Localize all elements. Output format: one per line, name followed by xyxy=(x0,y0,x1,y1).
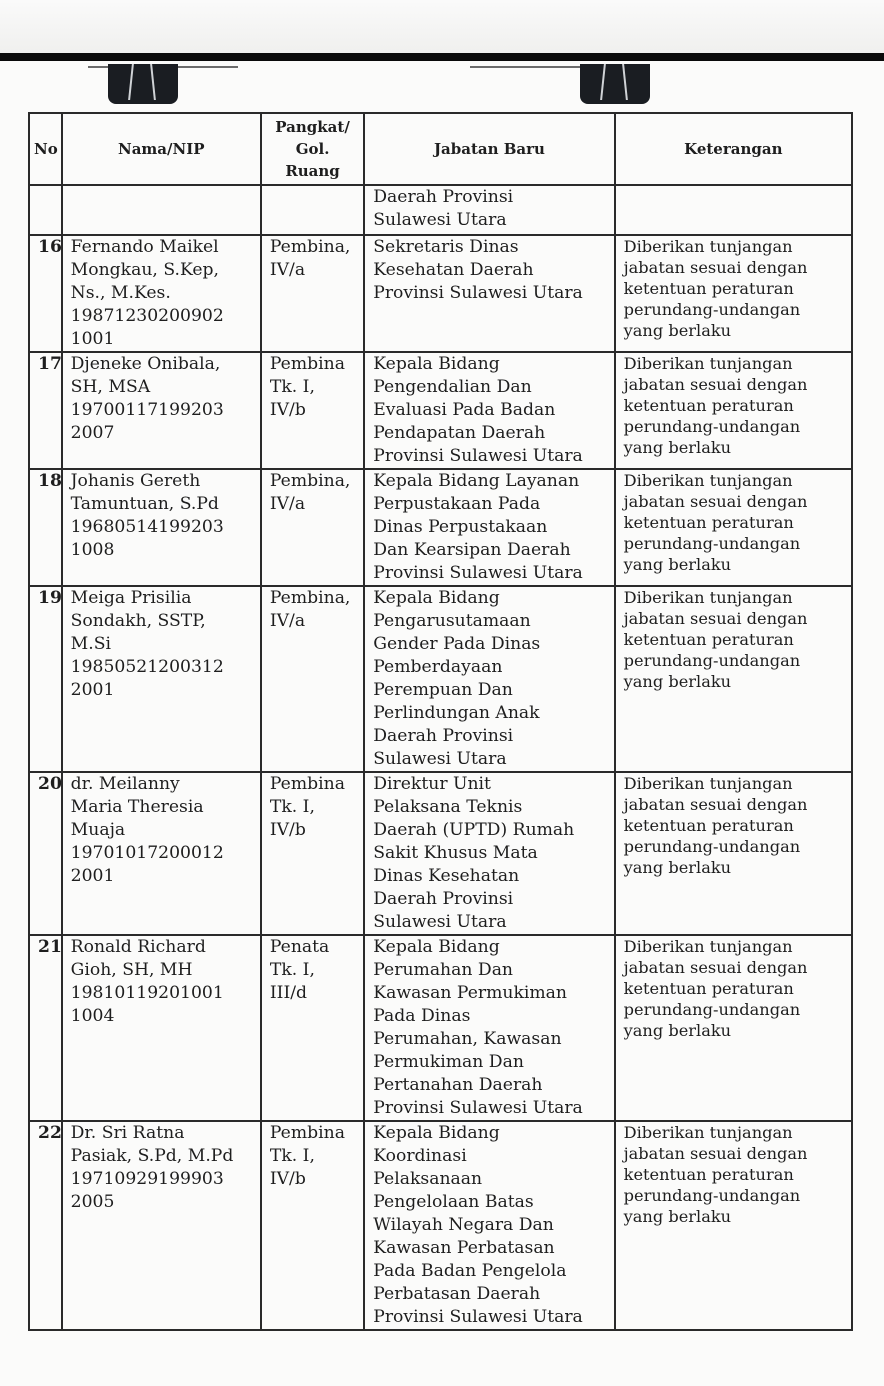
jabatan-line: Dinas Kesehatan xyxy=(373,866,520,886)
header-nama-nip: Nama/NIP xyxy=(62,113,261,185)
nama-line: SH, MSA xyxy=(70,377,151,397)
nama-line: 2001 xyxy=(70,680,115,700)
keterangan-line: Diberikan tunjangan xyxy=(623,588,793,607)
pangkat-line: Pembina xyxy=(269,1123,345,1143)
cell-pangkat xyxy=(261,772,364,935)
nama-line: Ronald Richard xyxy=(70,937,206,957)
keterangan-line: jabatan sesuai dengan xyxy=(623,375,808,394)
nama-line: Muaja xyxy=(70,820,126,840)
table-row xyxy=(29,586,852,772)
table-row xyxy=(29,352,852,469)
table-row xyxy=(29,469,852,586)
pangkat-line: Pembina, xyxy=(269,237,351,257)
keterangan-line: yang berlaku xyxy=(623,321,732,340)
keterangan-line: yang berlaku xyxy=(623,438,732,457)
nama-line: 19701017200012 xyxy=(70,843,224,863)
keterangan-line: jabatan sesuai dengan xyxy=(623,492,808,511)
cell-pangkat xyxy=(261,469,364,586)
cell-keterangan xyxy=(615,469,852,586)
pangkat-line: Tk. I, xyxy=(269,797,315,817)
cell-keterangan xyxy=(615,185,852,235)
cell-jabatan xyxy=(364,185,614,235)
jabatan-line: Pelaksana Teknis xyxy=(373,797,523,817)
binder-clip-right-icon xyxy=(580,64,650,104)
nama-line: Djeneke Onibala, xyxy=(70,354,221,374)
jabatan-line: Pada Dinas xyxy=(373,1006,471,1026)
nama-line: Meiga Prisilia xyxy=(70,588,192,608)
pangkat-line: Tk. I, xyxy=(269,377,315,397)
cell-nama-nip xyxy=(62,935,261,1121)
jabatan-line: Daerah (UPTD) Rumah xyxy=(373,820,575,840)
cell-no: 20 xyxy=(29,772,62,935)
keterangan-line: Diberikan tunjangan xyxy=(623,1123,793,1142)
keterangan-line: jabatan sesuai dengan xyxy=(623,258,808,277)
jabatan-line: Perpustakaan Pada xyxy=(373,494,541,514)
pangkat-line: IV/b xyxy=(269,400,306,420)
cell-nama-nip xyxy=(62,586,261,772)
pangkat-line: Pembina, xyxy=(269,588,351,608)
cell-keterangan xyxy=(615,235,852,352)
pangkat-line: IV/a xyxy=(269,611,306,631)
keterangan-line: yang berlaku xyxy=(623,1021,732,1040)
pangkat-line: Pembina, xyxy=(269,471,351,491)
table-header-row xyxy=(29,113,852,185)
cell-pangkat xyxy=(261,235,364,352)
jabatan-line: Kepala Bidang xyxy=(373,1123,500,1143)
header-pangkat xyxy=(261,113,364,185)
keterangan-line: ketentuan peraturan xyxy=(623,816,794,835)
jabatan-line: Kawasan Perbatasan xyxy=(373,1238,555,1258)
jabatan-line: Kepala Bidang xyxy=(373,588,500,608)
pangkat-line: Penata xyxy=(269,937,330,957)
keterangan-line: yang berlaku xyxy=(623,1207,732,1226)
header-pangkat-line: Gol. xyxy=(295,140,330,158)
jabatan-line: Pelaksanaan xyxy=(373,1169,483,1189)
cell-jabatan xyxy=(364,352,614,469)
keterangan-line: perundang-undangan xyxy=(623,300,801,319)
jabatan-line: Direktur Unit xyxy=(373,774,491,794)
cell-no: 17 xyxy=(29,352,62,469)
nama-line: M.Si xyxy=(70,634,111,654)
jabatan-line: Koordinasi xyxy=(373,1146,467,1166)
nama-line: Maria Theresia xyxy=(70,797,204,817)
pangkat-line: Pembina xyxy=(269,774,345,794)
keterangan-line: perundang-undangan xyxy=(623,417,801,436)
cell-pangkat xyxy=(261,185,364,235)
cell-no: 16 xyxy=(29,235,62,352)
nama-line: 19871230200902 xyxy=(70,306,224,326)
jabatan-line: Dan Kearsipan Daerah xyxy=(373,540,571,560)
keterangan-line: perundang-undangan xyxy=(623,837,801,856)
pangkat-line: Tk. I, xyxy=(269,960,315,980)
jabatan-line: Perumahan Dan xyxy=(373,960,514,980)
cell-jabatan xyxy=(364,235,614,352)
jabatan-line: Kepala Bidang xyxy=(373,937,500,957)
cell-keterangan xyxy=(615,1121,852,1330)
nama-line: Mongkau, S.Kep, xyxy=(70,260,219,280)
nama-line: 19700117199203 xyxy=(70,400,224,420)
nama-line: 2005 xyxy=(70,1192,115,1212)
cell-keterangan xyxy=(615,352,852,469)
cell-pangkat xyxy=(261,935,364,1121)
keterangan-line: perundang-undangan xyxy=(623,534,801,553)
header-jabatan-baru: Jabatan Baru xyxy=(364,113,614,185)
nama-line: Fernando Maikel xyxy=(70,237,219,257)
pangkat-line: IV/a xyxy=(269,494,306,514)
jabatan-line: Daerah Provinsi xyxy=(373,726,514,746)
nama-line: 1004 xyxy=(70,1006,115,1026)
nama-line: Dr. Sri Ratna xyxy=(70,1123,185,1143)
jabatan-line: Perumahan, Kawasan xyxy=(373,1029,562,1049)
table-row xyxy=(29,235,852,352)
cell-keterangan xyxy=(615,586,852,772)
screen-edge-bar xyxy=(0,53,884,61)
pangkat-line: III/d xyxy=(269,983,308,1003)
nama-line: 2001 xyxy=(70,866,115,886)
keterangan-line: jabatan sesuai dengan xyxy=(623,609,808,628)
jabatan-line: Wilayah Negara Dan xyxy=(373,1215,554,1235)
nama-line: Tamuntuan, S.Pd xyxy=(70,494,219,514)
cell-no: 22 xyxy=(29,1121,62,1330)
jabatan-line: Permukiman Dan xyxy=(373,1052,524,1072)
cell-nama-nip xyxy=(62,235,261,352)
nama-line: 1001 xyxy=(70,329,115,349)
nama-line: Ns., M.Kes. xyxy=(70,283,171,303)
pangkat-line: Tk. I, xyxy=(269,1146,315,1166)
pangkat-line: IV/b xyxy=(269,820,306,840)
cell-jabatan xyxy=(364,772,614,935)
keterangan-line: jabatan sesuai dengan xyxy=(623,958,808,977)
table-row xyxy=(29,1121,852,1330)
nama-line: 2007 xyxy=(70,423,115,443)
keterangan-line: ketentuan peraturan xyxy=(623,630,794,649)
background-strip xyxy=(0,0,884,53)
header-no: No xyxy=(29,113,62,185)
nama-line: Gioh, SH, MH xyxy=(70,960,193,980)
cell-keterangan xyxy=(615,935,852,1121)
keterangan-line: ketentuan peraturan xyxy=(623,513,794,532)
jabatan-line: Pendapatan Daerah xyxy=(373,423,546,443)
header-keterangan: Keterangan xyxy=(615,113,852,185)
jabatan-line: Sekretaris Dinas xyxy=(373,237,519,257)
jabatan-line: Perempuan Dan xyxy=(373,680,513,700)
keterangan-line: Diberikan tunjangan xyxy=(623,237,793,256)
jabatan-line: Perlindungan Anak xyxy=(373,703,540,723)
jabatan-line: Provinsi Sulawesi Utara xyxy=(373,1098,583,1118)
nama-line: 19710929199903 xyxy=(70,1169,224,1189)
jabatan-line: Pada Badan Pengelola xyxy=(373,1261,567,1281)
jabatan-line: Pemberdayaan xyxy=(373,657,503,677)
keterangan-line: perundang-undangan xyxy=(623,1186,801,1205)
jabatan-line: Provinsi Sulawesi Utara xyxy=(373,283,583,303)
jabatan-line: Dinas Perpustakaan xyxy=(373,517,548,537)
pangkat-line: Pembina xyxy=(269,354,345,374)
cell-no xyxy=(29,185,62,235)
keterangan-line: yang berlaku xyxy=(623,672,732,691)
keterangan-line: Diberikan tunjangan xyxy=(623,774,793,793)
table-row xyxy=(29,935,852,1121)
keterangan-line: jabatan sesuai dengan xyxy=(623,795,808,814)
jabatan-line: Daerah Provinsi xyxy=(373,889,514,909)
appointment-table xyxy=(28,112,853,1331)
cell-nama-nip xyxy=(62,352,261,469)
pangkat-line: IV/a xyxy=(269,260,306,280)
jabatan-line: Kawasan Permukiman xyxy=(373,983,567,1003)
jabatan-line: Sakit Khusus Mata xyxy=(373,843,538,863)
keterangan-line: Diberikan tunjangan xyxy=(623,937,793,956)
keterangan-line: ketentuan peraturan xyxy=(623,979,794,998)
cell-nama-nip xyxy=(62,1121,261,1330)
keterangan-line: jabatan sesuai dengan xyxy=(623,1144,808,1163)
cell-jabatan xyxy=(364,935,614,1121)
keterangan-line: Diberikan tunjangan xyxy=(623,354,793,373)
jabatan-line: Provinsi Sulawesi Utara xyxy=(373,446,583,466)
cell-nama xyxy=(62,185,261,235)
keterangan-line: perundang-undangan xyxy=(623,1000,801,1019)
cell-jabatan xyxy=(364,469,614,586)
keterangan-line: ketentuan peraturan xyxy=(623,279,794,298)
nama-line: Johanis Gereth xyxy=(70,471,201,491)
nama-line: Sondakh, SSTP, xyxy=(70,611,206,631)
jabatan-line: Pertanahan Daerah xyxy=(373,1075,543,1095)
cell-pangkat xyxy=(261,352,364,469)
jabatan-line: Pengelolaan Batas xyxy=(373,1192,534,1212)
jabatan-line: Kepala Bidang Layanan xyxy=(373,471,580,491)
jabatan-line: Kesehatan Daerah xyxy=(373,260,534,280)
jabatan-line: Perbatasan Daerah xyxy=(373,1284,541,1304)
keterangan-line: yang berlaku xyxy=(623,858,732,877)
jabatan-line: Kepala Bidang xyxy=(373,354,500,374)
keterangan-line: ketentuan peraturan xyxy=(623,396,794,415)
cell-no: 18 xyxy=(29,469,62,586)
binder-edge-right xyxy=(470,66,590,68)
jabatan-line: Daerah Provinsi xyxy=(373,187,514,207)
jabatan-line: Sulawesi Utara xyxy=(373,210,507,230)
nama-line: Pasiak, S.Pd, M.Pd xyxy=(70,1146,234,1166)
cell-no: 21 xyxy=(29,935,62,1121)
jabatan-line: Sulawesi Utara xyxy=(373,912,507,932)
jabatan-line: Gender Pada Dinas xyxy=(373,634,541,654)
keterangan-line: perundang-undangan xyxy=(623,651,801,670)
header-pangkat-line: Ruang xyxy=(285,162,340,180)
jabatan-line: Pengarusutamaan xyxy=(373,611,531,631)
keterangan-line: Diberikan tunjangan xyxy=(623,471,793,490)
cell-jabatan xyxy=(364,586,614,772)
table-row xyxy=(29,772,852,935)
jabatan-line: Evaluasi Pada Badan xyxy=(373,400,556,420)
jabatan-line: Provinsi Sulawesi Utara xyxy=(373,1307,583,1327)
cell-keterangan xyxy=(615,772,852,935)
keterangan-line: yang berlaku xyxy=(623,555,732,574)
nama-line: dr. Meilanny xyxy=(70,774,180,794)
nama-line: 1008 xyxy=(70,540,115,560)
nama-line: 19680514199203 xyxy=(70,517,224,537)
cell-nama-nip xyxy=(62,469,261,586)
pangkat-line: IV/b xyxy=(269,1169,306,1189)
cell-pangkat xyxy=(261,1121,364,1330)
nama-line: 19810119201001 xyxy=(70,983,224,1003)
keterangan-line: ketentuan peraturan xyxy=(623,1165,794,1184)
jabatan-line: Sulawesi Utara xyxy=(373,749,507,769)
cell-nama-nip xyxy=(62,772,261,935)
nama-line: 19850521200312 xyxy=(70,657,224,677)
cell-pangkat xyxy=(261,586,364,772)
cell-jabatan xyxy=(364,1121,614,1330)
binder-clip-left-icon xyxy=(108,64,178,104)
cell-no: 19 xyxy=(29,586,62,772)
jabatan-line: Pengendalian Dan xyxy=(373,377,532,397)
jabatan-line: Provinsi Sulawesi Utara xyxy=(373,563,583,583)
continuation-row xyxy=(29,185,852,235)
header-pangkat-line: Pangkat/ xyxy=(275,118,350,136)
